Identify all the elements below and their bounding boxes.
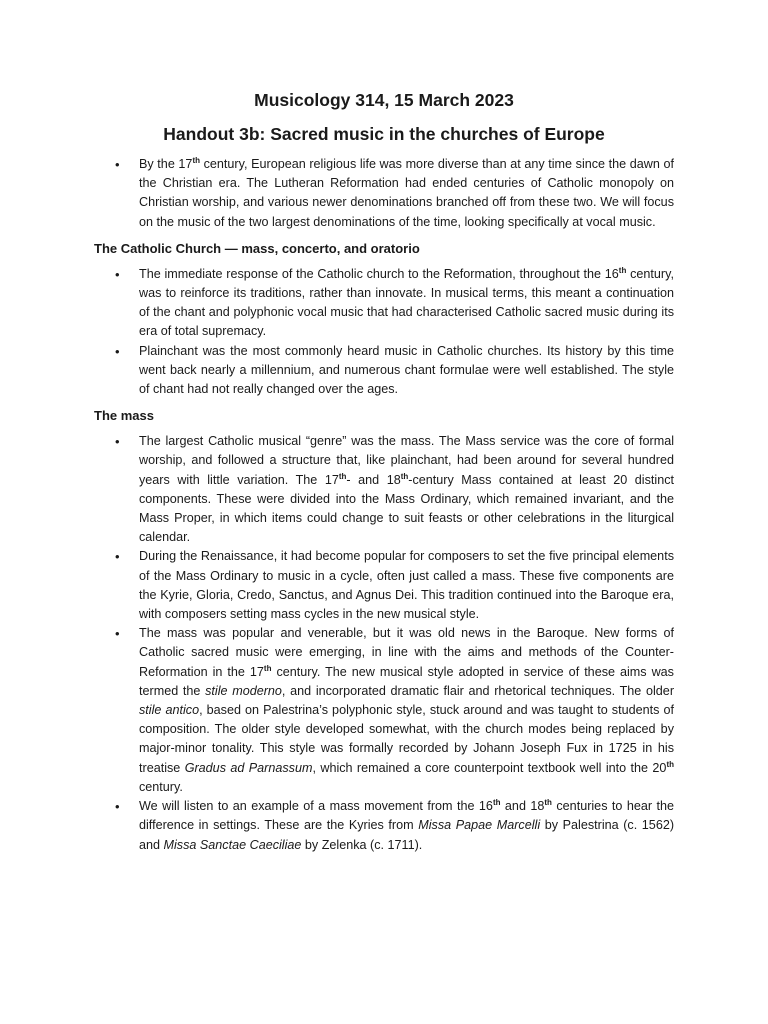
italic-title: Missa Sanctae Caeciliae — [163, 837, 302, 852]
superscript: th — [338, 471, 347, 481]
document-subtitle: Handout 3b: Sacred music in the churches of Europe — [163, 124, 605, 144]
italic-title: stile moderno — [205, 683, 282, 698]
bullet-item: • The mass was popular and venerable, but it was old news in the Baroque. New forms of Catholic sacred music were emerging, in line with the aims and methods of the Counter-Reformation in the 17th century. The new musical style adopted in service of these aims was termed the stile moderno, and incorporated dramatic flair and rhetorical techniques. The older stile antico, based on Palestrina’s polyphonic style, stuck around and was taught to students of composition. The older style developed somewhat, with the church modes being replaced by major-minor tonality. This style was formally recorded by Johann Joseph Fux in 1725 in his treatise Gradus ad Parnassum, which remained a core counterpoint textbook well into the 20th century. — [94, 624, 674, 797]
intro-list — [94, 155, 674, 232]
catholic-list — [94, 265, 674, 399]
mass-list — [94, 432, 674, 854]
document-title: Musicology 314, 15 March 2023 — [254, 90, 514, 110]
italic-title: Missa Papae Marcelli — [418, 818, 541, 833]
bullet-item: • We will listen to an example of a mass movement from the 16th and 18th centuries to hear the difference in settings. These are the Kyries from Missa Papae Marcelli by Palestrina (c. 1562) and Missa Sanctae Caeciliae by Zelenka (c. 1711). — [94, 797, 674, 855]
bullet-item: • During the Renaissance, it had become popular for composers to set the five principal elements of the Mass Ordinary to music in a cycle, often just called a mass. These five components are the Kyrie, Gloria, Credo, Sanctus, and Agnus Dei. This tradition continued into the Baroque era, with composers setting mass cycles in the new musical style. — [94, 547, 674, 624]
bullet-item: • The immediate response of the Catholic church to the Reformation, throughout the 16th century, was to reinforce its traditions, rather than innovate. In musical terms, this meant a continuation of the chant and polyphonic vocal music that had characterised Catholic sacred music during its era of total supremacy. — [94, 265, 674, 342]
bullet-item: • The largest Catholic musical “genre” was the mass. The Mass service was the core of formal worship, and followed a structure that, like plainchant, had been around for several hundred years with little variation. The 17th- and 18th-century Mass contained at least 20 distinct components. These were divided into the Mass Ordinary, which remained invariant, and the Mass Proper, in which items could change to suit feasts or other celebrations in the liturgical calendar. — [94, 432, 674, 547]
superscript: th — [192, 156, 201, 165]
bullet-item: • Plainchant was the most commonly heard music in Catholic churches. Its history by this time went back nearly a millennium, and numerous chant formulae were well established. The style of chant had not really changed over the ages. — [94, 342, 674, 400]
superscript: th — [544, 798, 552, 808]
superscript: th — [263, 663, 272, 673]
section-heading-mass: The mass — [94, 408, 154, 424]
bullet-item: • By the 17th century, European religious life was more diverse than at any time since the dawn of the Christian era. The Lutheran Reformation had ended centuries of Catholic monopoly on Christian worship, and various newer denominations branched off from these two. We will focus on the music of the two largest denominations of the time, looking specifically at vocal music. — [94, 155, 674, 232]
superscript: th — [666, 759, 674, 769]
italic-title: Gradus ad Parnassum — [184, 760, 313, 775]
superscript: th — [618, 265, 627, 275]
section-heading-catholic: The Catholic Church — mass, concerto, and oratorio — [94, 240, 420, 256]
superscript: th — [400, 471, 409, 481]
superscript: th — [492, 798, 501, 808]
italic-title: stile antico — [139, 703, 200, 718]
